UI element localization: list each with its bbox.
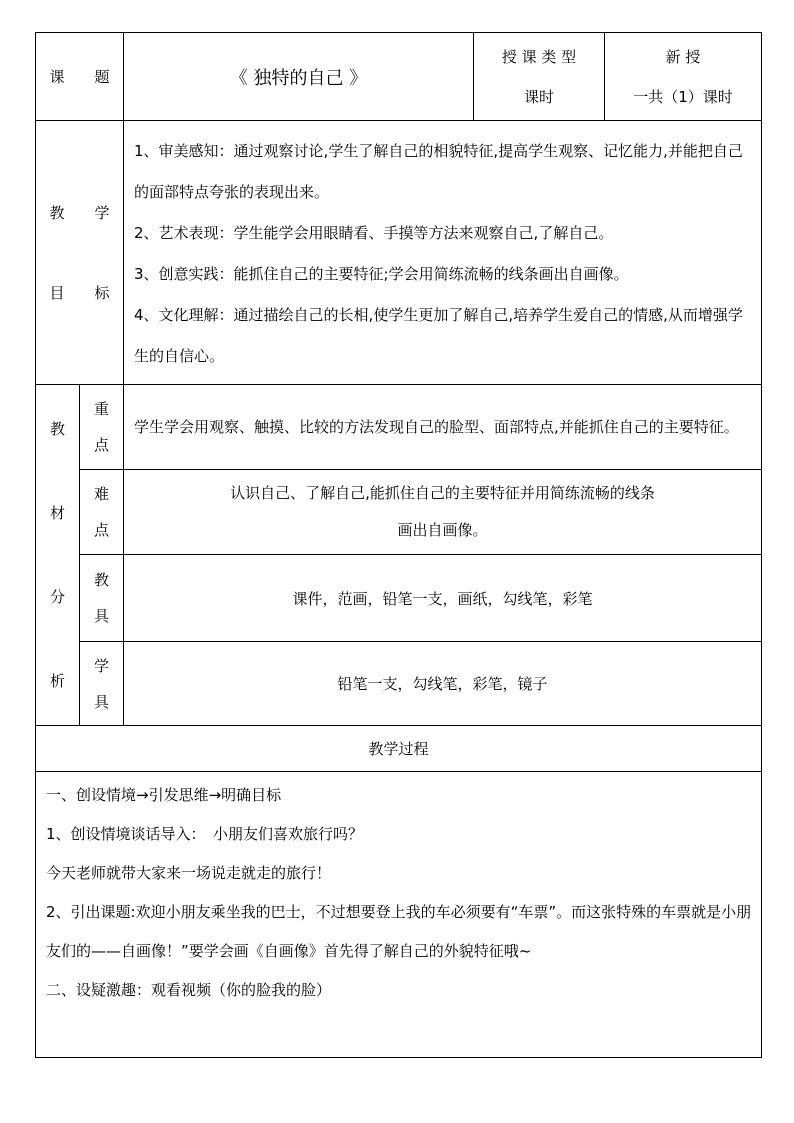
learning-aids-content: 铅笔一支，勾线笔，彩笔，镜子 bbox=[124, 642, 762, 726]
process-heading: 教学过程 bbox=[36, 726, 762, 772]
type-value-cell bbox=[605, 33, 762, 121]
learning-aids-label: 学 具 bbox=[80, 642, 124, 726]
key-points-label: 重 点 bbox=[80, 385, 124, 470]
analysis-label: 教 材 分 析 bbox=[36, 385, 80, 726]
key-points-content: 学生学会用观察、触摸、比较的方法发现自己的脸型、面部特点,并能抓住自己的主要特征。 bbox=[124, 385, 762, 470]
process-content-row bbox=[36, 772, 762, 1058]
objective-item: 3、创意实践：能抓住自己的主要特征;学会用简练流畅的线条画出自画像。 bbox=[134, 264, 629, 283]
lesson-plan-table bbox=[35, 32, 762, 1058]
analysis-row-teaching-aids bbox=[36, 555, 762, 642]
process-line: 今天老师就带大家来一场说走就走的旅行！ bbox=[46, 864, 332, 882]
analysis-row-learning-aids bbox=[36, 642, 762, 726]
difficulty-content: 认识自己、了解自己,能抓住自己的主要特征并用简练流畅的线条 画出自画像。 bbox=[124, 470, 762, 555]
objective-item: 2、艺术表现：学生能学会用眼睛看、手摸等方法来观察自己,了解自己。 bbox=[134, 223, 614, 242]
type-label: 授 课 类 型 bbox=[501, 47, 577, 66]
objectives-label-bottom: 目 标 bbox=[49, 283, 110, 302]
objectives-label-top: 教 学 bbox=[49, 203, 110, 222]
header-row bbox=[36, 33, 762, 121]
objectives-content bbox=[124, 121, 762, 385]
analysis-row-key bbox=[36, 385, 762, 470]
hours-label: 课时 bbox=[524, 87, 555, 106]
type-label-cell bbox=[474, 33, 605, 121]
objective-item: 1、审美感知：通过观察讨论,学生了解自己的相貌特征,提高学生观察、记忆能力,并能把自己的面部特点夸张的表现出来。 bbox=[134, 141, 743, 201]
objective-item: 4、文化理解：通过描绘自己的长相,使学生更加了解自己,培养学生爱自己的情感,从而增强学生的自信心。 bbox=[134, 305, 743, 365]
teaching-aids-content: 课件，范画，铅笔一支，画纸，勾线笔，彩笔 bbox=[124, 555, 762, 642]
hours-value: 一共（1）课时 bbox=[633, 87, 733, 106]
difficulty-label: 难 点 bbox=[80, 470, 124, 555]
process-heading-row bbox=[36, 726, 762, 772]
process-line: 二、设疑激趣：观看视频（你的脸我的脸） bbox=[46, 981, 332, 999]
process-line: 2、引出课题:欢迎小朋友乘坐我的巴士，不过想要登上我的车必须要有“车票”。而这张特殊的车票就是小朋友们的——自画像！”要学会画《自画像》首先得了解自己的外貌特征哦~ bbox=[46, 903, 752, 960]
process-content bbox=[36, 772, 762, 1058]
process-line: 一、创设情境→引发思维→明确目标 bbox=[46, 786, 282, 804]
type-value: 新 授 bbox=[665, 47, 701, 66]
objectives-label bbox=[36, 121, 124, 385]
analysis-row-difficulty bbox=[36, 470, 762, 555]
teaching-aids-label: 教 具 bbox=[80, 555, 124, 642]
lesson-title: 《 独特的自己 》 bbox=[124, 33, 474, 121]
objectives-row bbox=[36, 121, 762, 385]
process-line: 1、创设情境谈话导入： 小朋友们喜欢旅行吗？ bbox=[46, 825, 364, 843]
topic-label: 课 题 bbox=[36, 33, 124, 121]
